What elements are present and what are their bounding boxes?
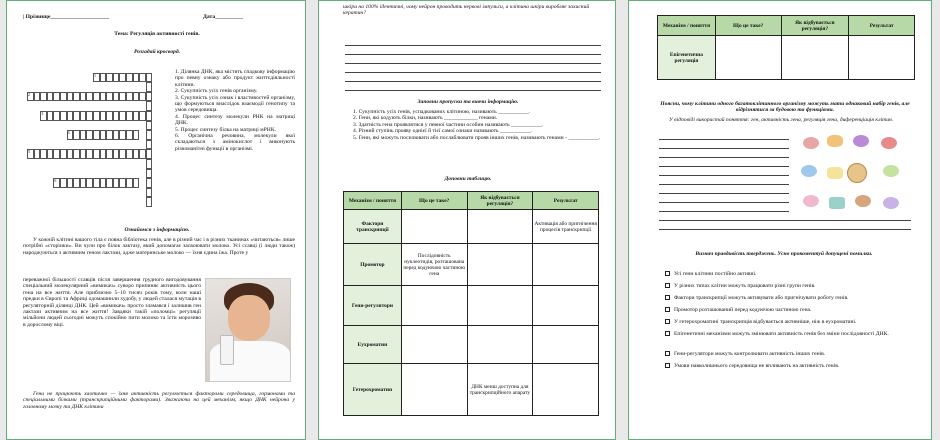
crossword-cell[interactable] — [146, 92, 153, 102]
row-name: Промотор — [344, 244, 402, 286]
fill-item[interactable]: 3. Здатність гена проявлятися у певної частини особин називають ___________. — [353, 121, 544, 128]
cell-result[interactable] — [533, 364, 599, 416]
crossword-cell[interactable] — [133, 130, 140, 140]
crossword-cell[interactable] — [146, 121, 153, 131]
checkbox[interactable] — [665, 331, 670, 336]
cell-how[interactable] — [467, 210, 533, 244]
crossword-cell[interactable] — [73, 92, 80, 102]
boy-drinking-milk-photo — [205, 278, 291, 382]
checkbox[interactable] — [665, 351, 670, 356]
statement-item[interactable]: Промотор розташований перед кодуючою частиною гена. — [665, 307, 919, 313]
crossword-cell[interactable] — [146, 140, 153, 150]
crossword-cell[interactable] — [146, 159, 153, 169]
cell-what[interactable] — [401, 326, 467, 364]
col-header: Що це таке? — [715, 16, 781, 36]
table-heading: Доповни таблицю. — [444, 176, 492, 182]
info-text-question: Гени не працюють хаотично — їхня активність регулюється факторами середовища, гормонами та спеціальними білками (транскрипційними факторами). Зважаючи на цей механізм, якщо ДНК нейрона у головному мозку та ДНК клітини — [23, 391, 295, 410]
cell-what[interactable] — [401, 210, 467, 244]
crossword-cell[interactable] — [67, 149, 74, 159]
fill-heading: Заповни пропуски та вивчи інформацію. — [417, 99, 519, 105]
crossword-cell[interactable] — [100, 178, 107, 188]
crossword-number: 6 — [54, 178, 57, 184]
crossword-cell[interactable] — [106, 130, 113, 140]
crossword-cell[interactable] — [133, 111, 140, 121]
crossword-cell[interactable] — [126, 130, 133, 140]
crossword-cell[interactable] — [60, 149, 67, 159]
crossword-cell[interactable] — [146, 169, 153, 179]
crossword-cell[interactable] — [146, 149, 153, 159]
cell-result[interactable]: Активація або пригнічення процесів транскрипції — [533, 210, 599, 244]
table-row — [344, 210, 599, 244]
crossword-cell[interactable] — [126, 149, 133, 159]
crossword-cell[interactable] — [80, 130, 87, 140]
crossword-cell[interactable] — [119, 178, 126, 188]
crossword-cell[interactable] — [80, 111, 87, 121]
col-header: Механізм / поняття — [658, 16, 716, 36]
crossword-cell[interactable] — [106, 92, 113, 102]
crossword-cell[interactable] — [100, 92, 107, 102]
crossword-cell[interactable] — [86, 149, 93, 159]
crossword-cell[interactable] — [40, 92, 47, 102]
page-title: Тема: Регуляція активності генів. — [114, 31, 200, 37]
crossword-cell[interactable] — [73, 111, 80, 121]
crossword-cell[interactable] — [146, 101, 153, 111]
worksheet-page-1 — [6, 0, 306, 440]
checkbox[interactable] — [665, 319, 670, 324]
cell-how[interactable] — [467, 244, 533, 286]
crossword-cell[interactable] — [60, 178, 67, 188]
checkbox[interactable] — [665, 307, 670, 312]
row-name: Еухроматин — [344, 326, 402, 364]
row-name: Гетерохроматин — [344, 364, 402, 416]
crossword-cell[interactable] — [86, 130, 93, 140]
col-header: Результат — [533, 192, 599, 210]
crossword-cell[interactable] — [106, 178, 113, 188]
fill-item[interactable]: 4. Різний ступінь прояву однієї й тієї самої ознаки називають ___________. — [353, 128, 533, 135]
crossword-cell[interactable] — [126, 178, 133, 188]
clue-2: 2. Сукупність усіх генів організму. — [175, 88, 258, 95]
clue-1: 1. Ділянка ДНК, яка містить спадкову інформацію про певну ознаку або продукт життєдіяльності клітини. — [175, 69, 295, 88]
crossword-cell[interactable] — [126, 92, 133, 102]
crossword-cell[interactable] — [133, 178, 140, 188]
surname-label: | Прізвище_____________________ — [23, 14, 110, 20]
crossword-cell[interactable] — [93, 92, 100, 102]
cell-what[interactable] — [715, 36, 781, 80]
crossword-number: 2 — [28, 91, 30, 97]
col-header: Як відбувається регуляція? — [467, 192, 533, 210]
cell-how[interactable]: ДНК менш доступна для транскрипційного апарату — [467, 364, 533, 416]
crossword-cell[interactable] — [139, 111, 146, 121]
crossword-cell[interactable] — [126, 111, 133, 121]
crossword-cell[interactable] — [80, 149, 87, 159]
crossword-cell[interactable] — [47, 111, 54, 121]
checkbox[interactable] — [665, 283, 670, 288]
crossword-cell[interactable] — [119, 92, 126, 102]
col-header: Механізм / поняття — [344, 192, 402, 210]
crossword-cell[interactable] — [67, 92, 74, 102]
crossword-cell[interactable] — [119, 73, 126, 83]
checkbox[interactable] — [665, 295, 670, 300]
crossword-cell[interactable] — [34, 149, 41, 159]
mechanism-table — [343, 191, 599, 416]
cell-result[interactable] — [849, 36, 915, 80]
crossword-cell[interactable] — [53, 92, 60, 102]
crossword-cell[interactable] — [93, 178, 100, 188]
crossword-cell[interactable] — [47, 149, 54, 159]
crossword-cell[interactable] — [133, 73, 140, 83]
crossword-cell[interactable] — [119, 149, 126, 159]
cell-what[interactable] — [401, 364, 467, 416]
crossword-cell[interactable] — [93, 130, 100, 140]
cell-how[interactable] — [467, 286, 533, 326]
statement-item[interactable]: Усі гени клітини постійно активні. — [665, 271, 919, 277]
crossword-grid[interactable] — [27, 63, 167, 213]
statement-item[interactable]: Епігенетичні механізми можуть змінювати активність генів без зміни послідовності ДНК. — [665, 331, 919, 337]
crossword-cell[interactable] — [106, 149, 113, 159]
date-label: Дата__________ — [203, 14, 244, 20]
crossword-cell[interactable] — [93, 149, 100, 159]
crossword-cell[interactable] — [113, 73, 120, 83]
clue-6: 6. Органічна речовина, молекули якої складаються з амінокислот і виконують різноманітні функції в організмі. — [175, 133, 295, 152]
crossword-cell[interactable] — [133, 92, 140, 102]
info-heading: Ознайомся з інформацією. — [124, 227, 190, 233]
checkbox[interactable] — [665, 271, 670, 276]
col-header: Що це таке? — [401, 192, 467, 210]
statement-item[interactable]: Фактори транскрипції можуть активувати або пригнічувати роботу генів. — [665, 295, 919, 301]
col-header: Результат — [849, 16, 915, 36]
info-text-wrap: переважної більшості ссавців після завершення грудного вигодовування спеціальний молекулярний «вимикач» суворо припиняє активність цього гена на все життя. Але приблизно 5–10 тисяч років тому, коли наші предки в Європі та Африці одомашнили худобу, у людей сталася мутація в регуляторній ділянці ДНК. Цей «вимикач» просто зламався і залишив ген лактази активним на все життя! Завдяки такій «поломці» регуляції мільйони людей сьогодні можуть спокійно пити молоко та їсти морозиво в дорослому віці. — [23, 277, 201, 328]
cell-how[interactable] — [467, 326, 533, 364]
crossword-cell[interactable] — [126, 73, 133, 83]
crossword-number: 5 — [28, 149, 30, 155]
crossword-cell[interactable] — [106, 73, 113, 83]
crossword-cell[interactable] — [113, 111, 120, 121]
fill-item[interactable]: 2. Гени, які кодують білки, називають ____________ генами. — [353, 115, 498, 122]
crossword-cell[interactable] — [146, 73, 153, 83]
explain-question: Поясни, чому клітини одного багатоклітинного організму можуть мати однаковий набір генів, але відрізнятися за будовою та функціями. — [660, 101, 910, 114]
crossword-number: 1 — [94, 72, 96, 78]
fill-item[interactable]: 5. Гени, які можуть посилювати або послаблювати прояв інших генів, називають генами - ___________. — [353, 134, 601, 141]
crossword-cell[interactable] — [113, 178, 120, 188]
statement-item[interactable]: Гени-регулятори можуть контролювати активність інших генів. — [665, 351, 919, 357]
crossword-cell[interactable] — [146, 111, 153, 121]
crossword-cell[interactable] — [146, 178, 153, 188]
explain-hint: У відповіді використай поняття: ген, активність гена, регуляція гена, диференціація клітин. — [669, 117, 894, 123]
crossword-cell[interactable] — [139, 73, 146, 83]
crossword-cell[interactable] — [146, 130, 153, 140]
crossword-cell[interactable] — [100, 130, 107, 140]
crossword-cell[interactable] — [53, 149, 60, 159]
crossword-cell[interactable] — [80, 178, 87, 188]
table-row — [344, 364, 599, 416]
crossword-cell[interactable] — [67, 111, 74, 121]
clue-3: 3. Сукупність усіх ознак і властивостей організму, що формуються внаслідок взаємодії генотипу та умов середовища. — [175, 94, 295, 114]
crossword-cell[interactable] — [73, 149, 80, 159]
crossword-cell[interactable] — [73, 178, 80, 188]
crossword-cell[interactable] — [60, 111, 67, 121]
epigenetic-table — [657, 15, 915, 80]
crossword-cell[interactable] — [73, 130, 80, 140]
checkbox[interactable] — [665, 363, 670, 368]
crossword-cell[interactable] — [146, 82, 153, 92]
crossword-cell[interactable] — [113, 149, 120, 159]
crossword-heading: Розгадай кросворд. — [133, 49, 181, 55]
cell-result[interactable] — [533, 326, 599, 364]
col-header: Як відбувається регуляція? — [781, 16, 849, 36]
crossword-cell[interactable] — [86, 178, 93, 188]
table-row — [344, 326, 599, 364]
crossword-cell[interactable] — [100, 149, 107, 159]
crossword-cell[interactable] — [86, 111, 93, 121]
clue-5: 5. Процес синтезу білка на матриці мРНК. — [175, 126, 276, 133]
worksheet-page-3 — [628, 0, 932, 440]
row-name: Епігенетична регуляція — [658, 36, 716, 80]
cell-types-illustration — [797, 131, 909, 223]
row-name: Фактори транскрипції — [344, 210, 402, 244]
crossword-cell[interactable] — [119, 111, 126, 121]
statement-item[interactable]: У різних типах клітин можуть працювати різні групи генів. — [665, 283, 919, 289]
worksheet-page-2 — [318, 0, 616, 440]
crossword-number: 4 — [67, 130, 70, 136]
crossword-cell[interactable] — [40, 149, 47, 159]
row-name: Гени-регулятори — [344, 286, 402, 326]
crossword-cell[interactable] — [113, 92, 120, 102]
statement-item[interactable]: У гетерохроматині транскрипція відбувається активніше, ніж в еухроматині. — [665, 319, 919, 325]
crossword-cell[interactable] — [60, 92, 67, 102]
table-row — [658, 36, 915, 80]
fill-list[interactable] — [353, 109, 603, 141]
cell-what[interactable] — [401, 286, 467, 326]
crossword-cell[interactable] — [146, 188, 153, 198]
crossword-cell[interactable] — [93, 111, 100, 121]
cell-how[interactable] — [781, 36, 849, 80]
crossword-cell[interactable] — [139, 92, 146, 102]
crossword-cell[interactable] — [113, 130, 120, 140]
crossword-cell[interactable] — [100, 111, 107, 121]
crossword-cell[interactable] — [133, 149, 140, 159]
table-row — [344, 244, 599, 286]
crossword-cell[interactable] — [34, 92, 41, 102]
question-continuation: шкіри на 100% ідентичні, чому нейрон проводить нервові імпульси, а клітина шкіри виробляє захисний кератин? — [343, 4, 590, 17]
crossword-cell[interactable] — [47, 92, 54, 102]
crossword-cell[interactable] — [106, 111, 113, 121]
crossword-cell[interactable] — [53, 111, 60, 121]
statement-item[interactable]: Умови навколишнього середовища не впливають на активність генів. — [665, 363, 919, 369]
info-text-top: У кожній клітині вашого тіла є повна бібліотека генів, але в різний час і в різних тканинах «читаються» лише потрібні «сторінки». Ви чули про білок лактазу, який допомагає засвоювати молоко. Усі ссавці (і люди також) народжуються з активним геном лактази, адже материнське молоко — їхня єдина їжа. Проте у — [23, 237, 295, 256]
cell-result[interactable] — [533, 286, 599, 326]
crossword-number: 3 — [41, 111, 44, 116]
table-row — [344, 286, 599, 326]
crossword-cell[interactable] — [80, 92, 87, 102]
cell-result[interactable] — [533, 244, 599, 286]
crossword-cell[interactable] — [67, 178, 74, 188]
fill-item[interactable]: 1. Сукупність усіх генів, успадкованих клітиною, називають ___________. — [353, 109, 531, 115]
clue-4: 4. Процес синтезу молекули РНК на матриці ДНК. — [175, 113, 295, 127]
crossword-cell[interactable] — [146, 197, 153, 207]
crossword-cell[interactable] — [139, 149, 146, 159]
cell-what[interactable]: Послідовність нуклеотидів, розташована перед кодуючою частиною гена — [401, 244, 467, 286]
crossword-clues — [175, 69, 295, 152]
crossword-cell[interactable] — [100, 73, 107, 83]
truth-heading: Визнач правдивість тверджень. Усно прокоментуй допущені помилки. — [695, 251, 873, 257]
crossword-cell[interactable] — [119, 130, 126, 140]
crossword-cell[interactable] — [86, 92, 93, 102]
